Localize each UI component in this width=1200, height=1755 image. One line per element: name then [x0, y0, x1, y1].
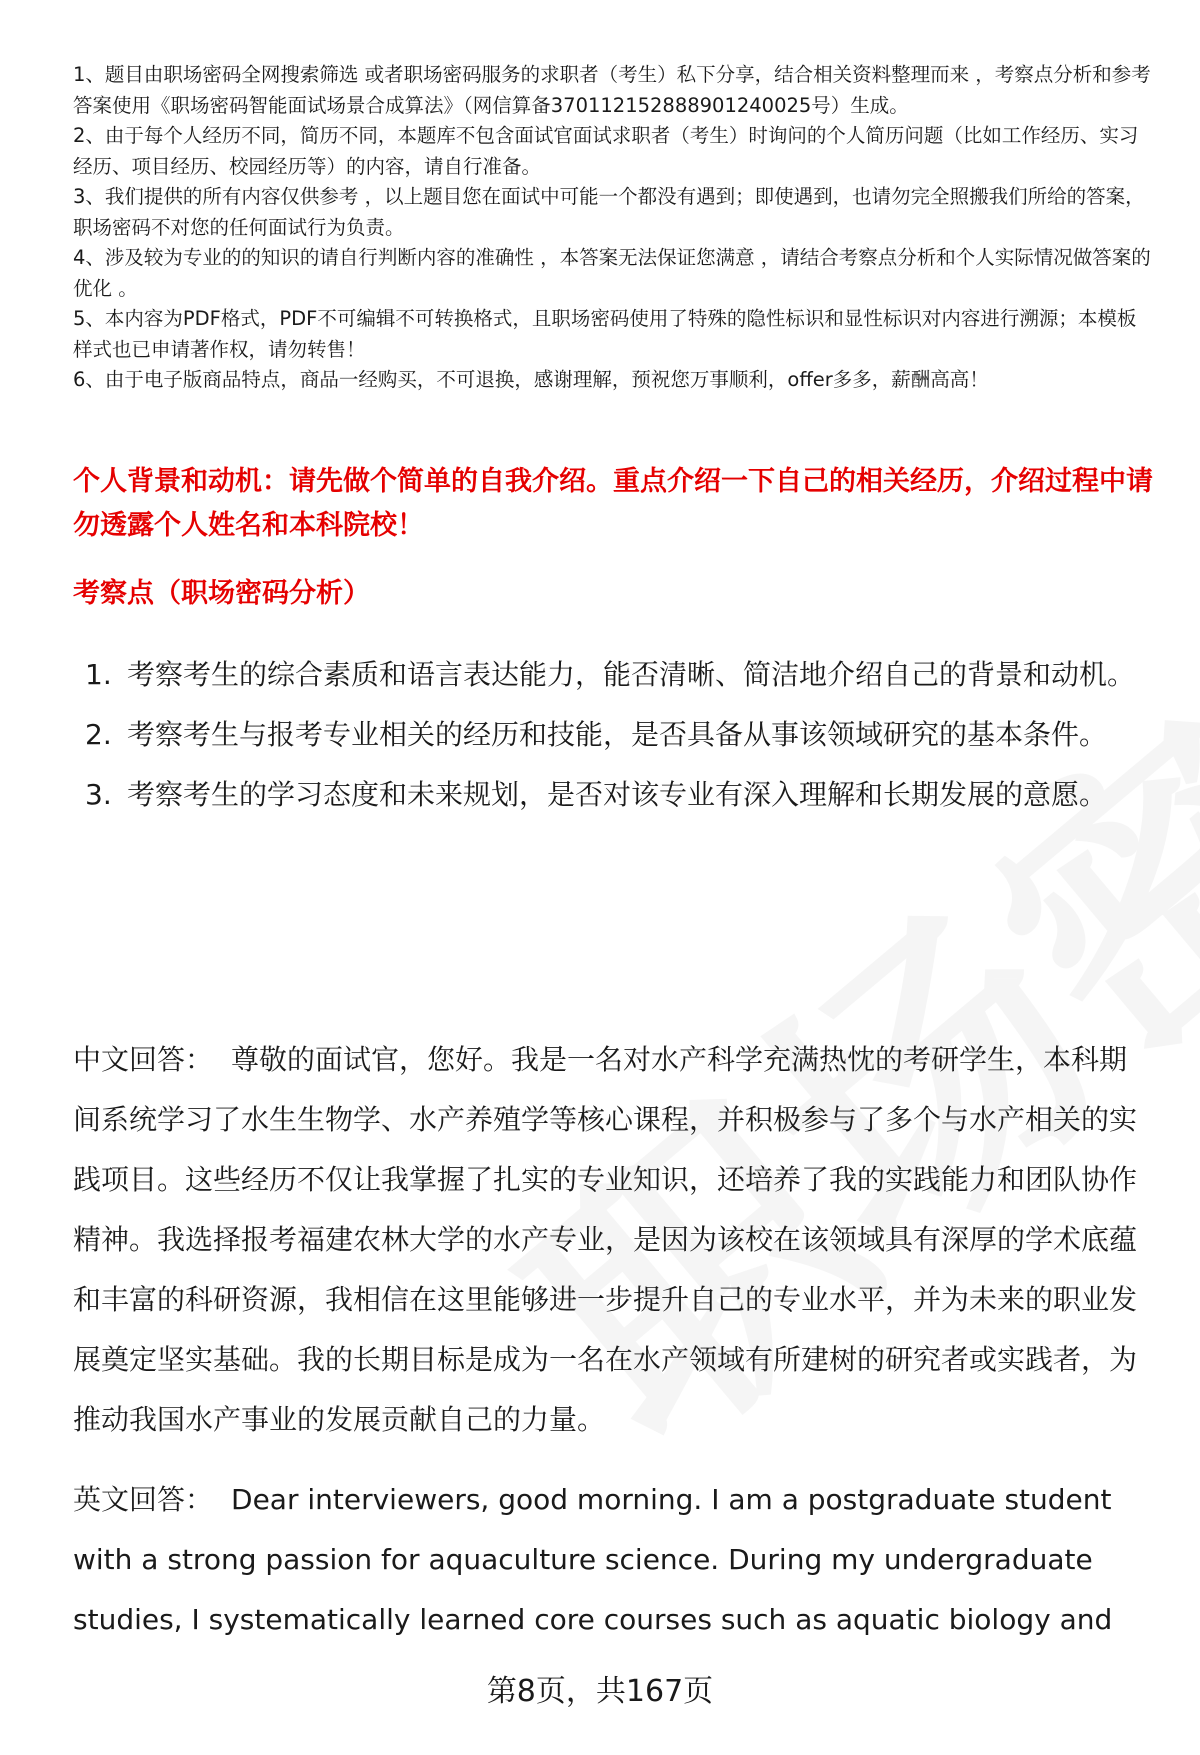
point-text: 考察考生的学习态度和未来规划，是否对该专业有深入理解和长期发展的意愿。 [127, 778, 1108, 811]
point-text: 考察考生与报考专业相关的经历和技能，是否具备从事该领域研究的基本条件。 [127, 718, 1108, 751]
point-number: 3. [85, 778, 112, 811]
english-answer-text: Dear interviewers, good morning. I am a postgraduate student with a strong passion for aquaculture science. During my undergraduate studies, I systematically learned core courses such as aquatic biology and [73, 1483, 1113, 1636]
assessment-point [85, 645, 1160, 705]
point-text: 考察考生的综合素质和语言表达能力，能否清晰、简洁地介绍自己的背景和动机。 [127, 658, 1136, 691]
disclaimer-item: 4、涉及较为专业的的知识的请自行判断内容的准确性 ，本答案无法保证您满意 ，请结合考察点分析和个人实际情况做答案的优化 。 [73, 246, 1151, 300]
assessment-point [85, 765, 1160, 825]
section-title: 考察点（职场密码分析） [73, 578, 370, 609]
page-footer: 第8页，共167页 [486, 1674, 714, 1709]
disclaimer-item: 6、由于电子版商品特点，商品一经购买，不可退换，感谢理解，预祝您万事顺利，offer多多，薪酬高高！ [73, 368, 989, 391]
assessment-points-list [85, 645, 1160, 825]
english-answer-label: 英文回答： [73, 1483, 214, 1516]
disclaimer-item: 3、我们提供的所有内容仅供参考 ，以上题目您在面试中可能一个都没有遇到；即使遇到，也请勿完全照搬我们所给的答案，职场密码不对您的任何面试行为负责。 [73, 185, 1145, 239]
disclaimer-item: 5、本内容为PDF格式，PDF不可编辑不可转换格式，且职场密码使用了特殊的隐性标识和显性标识对内容进行溯源；本模板样式也已申请著作权，请勿转售！ [73, 307, 1137, 361]
chinese-answer-text: 尊敬的面试官，您好。我是一名对水产科学充满热忱的考研学生，本科期间系统学习了水生生物学、水产养殖学等核心课程，并积极参与了多个与水产相关的实践项目。这些经历不仅让我掌握了扎实的专业知识，还培养了我的实践能力和团队协作精神。我选择报考福建农林大学的水产专业，是因为该校在该领域具有深厚的学术底蕴和丰富的科研资源，我相信在这里能够进一步提升自己的专业水平，并为未来的职业发展奠定坚实基础。我的长期目标是成为一名在水产领域有所建树的研究者或实践者，为推动我国水产事业的发展贡献自己的力量。 [73, 1043, 1138, 1436]
assessment-point [85, 705, 1160, 765]
english-answer [73, 1470, 1153, 1650]
disclaimer-item: 1、题目由职场密码全网搜索筛选 或者职场密码服务的求职者（考生）私下分享，结合相关资料整理而来 ，考察点分析和参考答案使用《职场密码智能面试场景合成算法》（网信算备370112152888901240025号）生成。 [73, 63, 1151, 117]
point-number: 1. [85, 658, 112, 691]
question-heading: 个人背景和动机：请先做个简单的自我介绍。重点介绍一下自己的相关经历，介绍过程中请勿透露个人姓名和本科院校！ [73, 466, 1153, 541]
chinese-answer [73, 1030, 1153, 1450]
point-number: 2. [85, 718, 112, 751]
chinese-answer-label: 中文回答： [73, 1043, 214, 1076]
disclaimer-block [73, 60, 1153, 396]
disclaimer-item: 2、由于每个人经历不同，简历不同，本题库不包含面试官面试求职者（考生）时询问的个人简历问题（比如工作经历、实习经历、项目经历、校园经历等）的内容，请自行准备。 [73, 124, 1139, 178]
